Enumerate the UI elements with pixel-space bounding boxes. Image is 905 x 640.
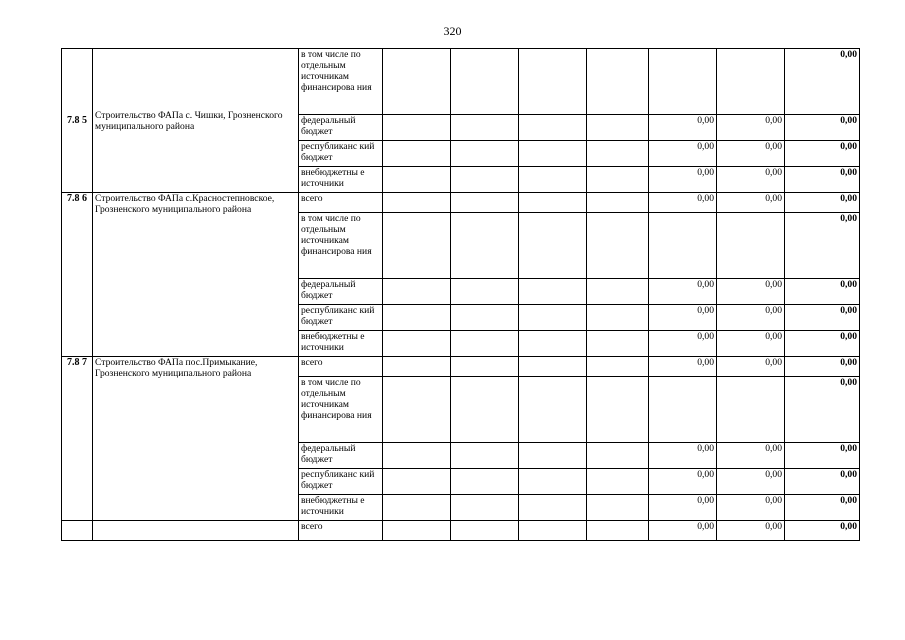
cell-value: 0,00 (649, 521, 717, 541)
total-value: 0,00 (785, 49, 860, 115)
cell-value: 0,00 (717, 331, 785, 357)
item-number: 7.8 7 (62, 357, 93, 521)
total-value: 0,00 (785, 495, 860, 521)
source-label: в том числе по отдельным источникам финансирова ния (299, 377, 383, 443)
cell-value: 0,00 (717, 193, 785, 213)
item-name: Строительство ФАПа с.Красностепновское, Грозненского муниципального района (93, 193, 299, 357)
source-label: республиканс кий бюджет (299, 305, 383, 331)
source-label: всего (299, 521, 383, 541)
total-value: 0,00 (785, 305, 860, 331)
cell-value: 0,00 (717, 443, 785, 469)
table-row (62, 357, 860, 377)
cell-value: 0,00 (717, 141, 785, 167)
cell-value: 0,00 (649, 469, 717, 495)
total-value: 0,00 (785, 357, 860, 377)
source-label: федеральный бюджет (299, 115, 383, 141)
cell-value: 0,00 (649, 495, 717, 521)
cell-value: 0,00 (649, 305, 717, 331)
page-number: 320 (443, 24, 462, 38)
table-row (62, 521, 860, 541)
total-value: 0,00 (785, 469, 860, 495)
item-number: 7.8 5 (62, 49, 93, 193)
cell-value: 0,00 (717, 495, 785, 521)
cell-value: 0,00 (717, 279, 785, 305)
cell-value: 0,00 (649, 141, 717, 167)
item-name: Строительство ФАПа с. Чишки, Грозненского муниципального района (93, 49, 299, 193)
source-label: всего (299, 193, 383, 213)
cell-value: 0,00 (649, 331, 717, 357)
total-value: 0,00 (785, 141, 860, 167)
total-value: 0,00 (785, 331, 860, 357)
total-value: 0,00 (785, 521, 860, 541)
cell-value: 0,00 (649, 357, 717, 377)
budget-table (61, 48, 860, 541)
source-label: республиканс кий бюджет (299, 469, 383, 495)
cell-value: 0,00 (649, 279, 717, 305)
total-value: 0,00 (785, 377, 860, 443)
source-label: федеральный бюджет (299, 279, 383, 305)
total-value: 0,00 (785, 167, 860, 193)
cell-value: 0,00 (717, 305, 785, 331)
cell-value: 0,00 (649, 193, 717, 213)
cell-value: 0,00 (649, 167, 717, 193)
item-number: 7.8 6 (62, 193, 93, 357)
cell-value: 0,00 (717, 469, 785, 495)
item-name: Строительство ФАПа пос.Примыкание, Грозненского муниципального района (93, 357, 299, 521)
cell-value: 0,00 (649, 443, 717, 469)
cell-value: 0,00 (717, 167, 785, 193)
table-row (62, 193, 860, 213)
total-value: 0,00 (785, 213, 860, 279)
cell-value: 0,00 (717, 115, 785, 141)
source-label: в том числе по отдельным источникам финансирова ния (299, 213, 383, 279)
source-label: федеральный бюджет (299, 443, 383, 469)
total-value: 0,00 (785, 193, 860, 213)
source-label: внебюджетны е источники (299, 495, 383, 521)
source-label: внебюджетны е источники (299, 167, 383, 193)
table-row (62, 49, 860, 115)
total-value: 0,00 (785, 279, 860, 305)
total-value: 0,00 (785, 115, 860, 141)
cell-value: 0,00 (649, 115, 717, 141)
source-label: в том числе по отдельным источникам финансирова ния (299, 49, 383, 115)
cell-value: 0,00 (717, 521, 785, 541)
source-label: внебюджетны е источники (299, 331, 383, 357)
total-value: 0,00 (785, 443, 860, 469)
source-label: всего (299, 357, 383, 377)
cell-value: 0,00 (717, 357, 785, 377)
source-label: республиканс кий бюджет (299, 141, 383, 167)
